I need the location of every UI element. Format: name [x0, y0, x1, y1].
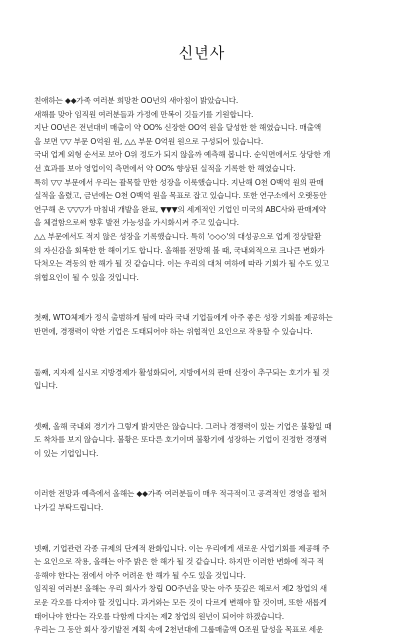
text-line: 우리는 그 동안 회사 장기발전 계획 속에 2천년대에 그룹매출액 O조원 달성을 목표로 세운 — [34, 625, 324, 635]
paragraph — [34, 420, 370, 461]
paragraph-spacer — [34, 339, 370, 366]
text-line: △△ 부문에서도 적지 않은 성장을 기록했습니다. 특히 '◇◇◇'의 대성공으로 업계 정상탈환 — [34, 231, 322, 241]
text-line: 선 효과를 보아 영업이익 측면에서 약 OO% 향상된 실적을 기록한 한 해였습니다. — [34, 163, 296, 173]
text-line: 특히 ▽▽ 부문에서 우리는 괄목할 만한 성장을 이룩했습니다. 지난해 O천 O백억 원의 판매 — [34, 177, 324, 187]
text-line: 입니다. — [34, 381, 58, 391]
text-line: 나가길 부탁드립니다. — [34, 503, 104, 513]
text-line: 실적을 올렸고, 금년에는 O천 O백억 원을 목표로 잡고 있습니다. 또한 연구소에서 오랫동안 — [34, 191, 327, 201]
text-line: 국내 업계 외형 순서로 보아 O위 정도가 되지 않을까 예측해 봅니다. 순익면에서도 상당한 개 — [34, 150, 331, 160]
text-line: 친애하는 ◆◆가족 여러분 희망찬 OO년의 새아침이 밝았습니다. — [34, 96, 239, 105]
paragraph — [34, 487, 370, 514]
text-line: 응해야 한다는 점에서 아주 어려운 한 해가 될 수도 있을 것입니다. — [34, 570, 246, 580]
text-line: 이 있는 기업입니다. — [34, 448, 99, 458]
text-line: 임직원 여러분! 올해는 우리 회사가 창립 OO주년을 맞는 아주 뜻깊은 해로서 제2 창업의 새 — [34, 584, 327, 594]
text-line: 는 요인으로 작용, 올해는 아주 밝은 한 해가 될 것 같습니다. 하지만 이러한 변화에 적극 적 — [34, 557, 324, 567]
text-line: 의 자신감을 회복한 한 해이기도 합니다. 올해를 전망해 볼 때, 국내외적으로 크나큰 변화가 — [34, 245, 325, 255]
text-line: 반면에, 경쟁력이 약한 기업은 도태되어야 하는 위협적인 요인으로 작용할 수 있습니다. — [34, 326, 313, 336]
text-line: 닥쳐오는 격동의 한 해가 될 것 같습니다. 이는 우리의 대처 여하에 따라 기회가 될 수도 있고 — [34, 259, 329, 269]
text-line: 태어나야 한다는 각오를 다함께 다지는 제2 창업의 원년이 되어야 하겠습니다. — [34, 611, 285, 621]
paragraph-spacer — [34, 284, 370, 311]
paragraph-spacer — [34, 515, 370, 542]
document-title: 신년사 — [178, 44, 226, 62]
text-line: 연구해 온 ▽▽▽가 마침내 개발을 완료, ▼▼▼의 세계적인 기업인 미국의 ABC사와 판매계약 — [34, 204, 326, 214]
text-line: 이러한 전망과 예측에서 올해는 ◆◆가족 여러분들이 매우 적극적이고 공격적인 경영을 펼쳐 — [34, 489, 327, 499]
paragraph — [34, 366, 370, 393]
paragraph-spacer — [34, 393, 370, 420]
text-line: 새해를 맞아 임직원 여러분들과 가정에 만복이 깃들기를 기원합니다. — [34, 109, 254, 119]
text-line: 도 착차를 보지 않습니다. 불황은 또다른 호기이며 불황기에 성장하는 기업이 진정한 경쟁력 — [34, 435, 328, 445]
text-line: 넷째, 기업관련 각종 규제의 단계적 완화입니다. 이는 우리에게 새로운 사업기회를 제공해 주 — [34, 543, 330, 553]
text-line: 둘째, 지자제 실시로 지방경제가 활성화되어, 지방에서의 판매 신장이 추구되는 호기가 될 것 — [34, 367, 330, 377]
paragraph-spacer — [34, 460, 370, 487]
paragraph — [34, 542, 370, 637]
text-line: 을 보면 ▽▽ 부문 O억원 원, △△ 부문 O억원 원으로 구성되어 있습니다. — [34, 136, 264, 146]
text-line: 로운 각오를 다져야 할 것입니다. 과거와는 모든 것이 다르게 변해야 할 것이며, 또한 새롭게 — [34, 598, 327, 608]
text-line: 셋째, 올해 국내외 경기가 그렇게 밝지만은 않습니다. 그러나 경쟁력이 있는 기업은 불황일 때 — [34, 421, 332, 431]
text-line: 첫째, WTO체제가 정식 출범하게 됨에 따라 국내 기업들에게 아주 좋은 성장 기회를 제공하는 — [34, 313, 333, 323]
text-line: 지난 OO년은 전년대비 매출이 약 OO% 신장한 OO억 원을 달성한 한 해였습니다. 매출액 — [34, 123, 322, 133]
document-body — [34, 94, 370, 637]
text-line: 을 체결함으로써 향후 발전 가능성을 가시화시켜 주고 있습니다. — [34, 218, 239, 228]
text-line: 위협요인이 될 수 있을 것입니다. — [34, 272, 139, 282]
paragraph — [34, 311, 370, 338]
paragraph — [34, 94, 370, 284]
